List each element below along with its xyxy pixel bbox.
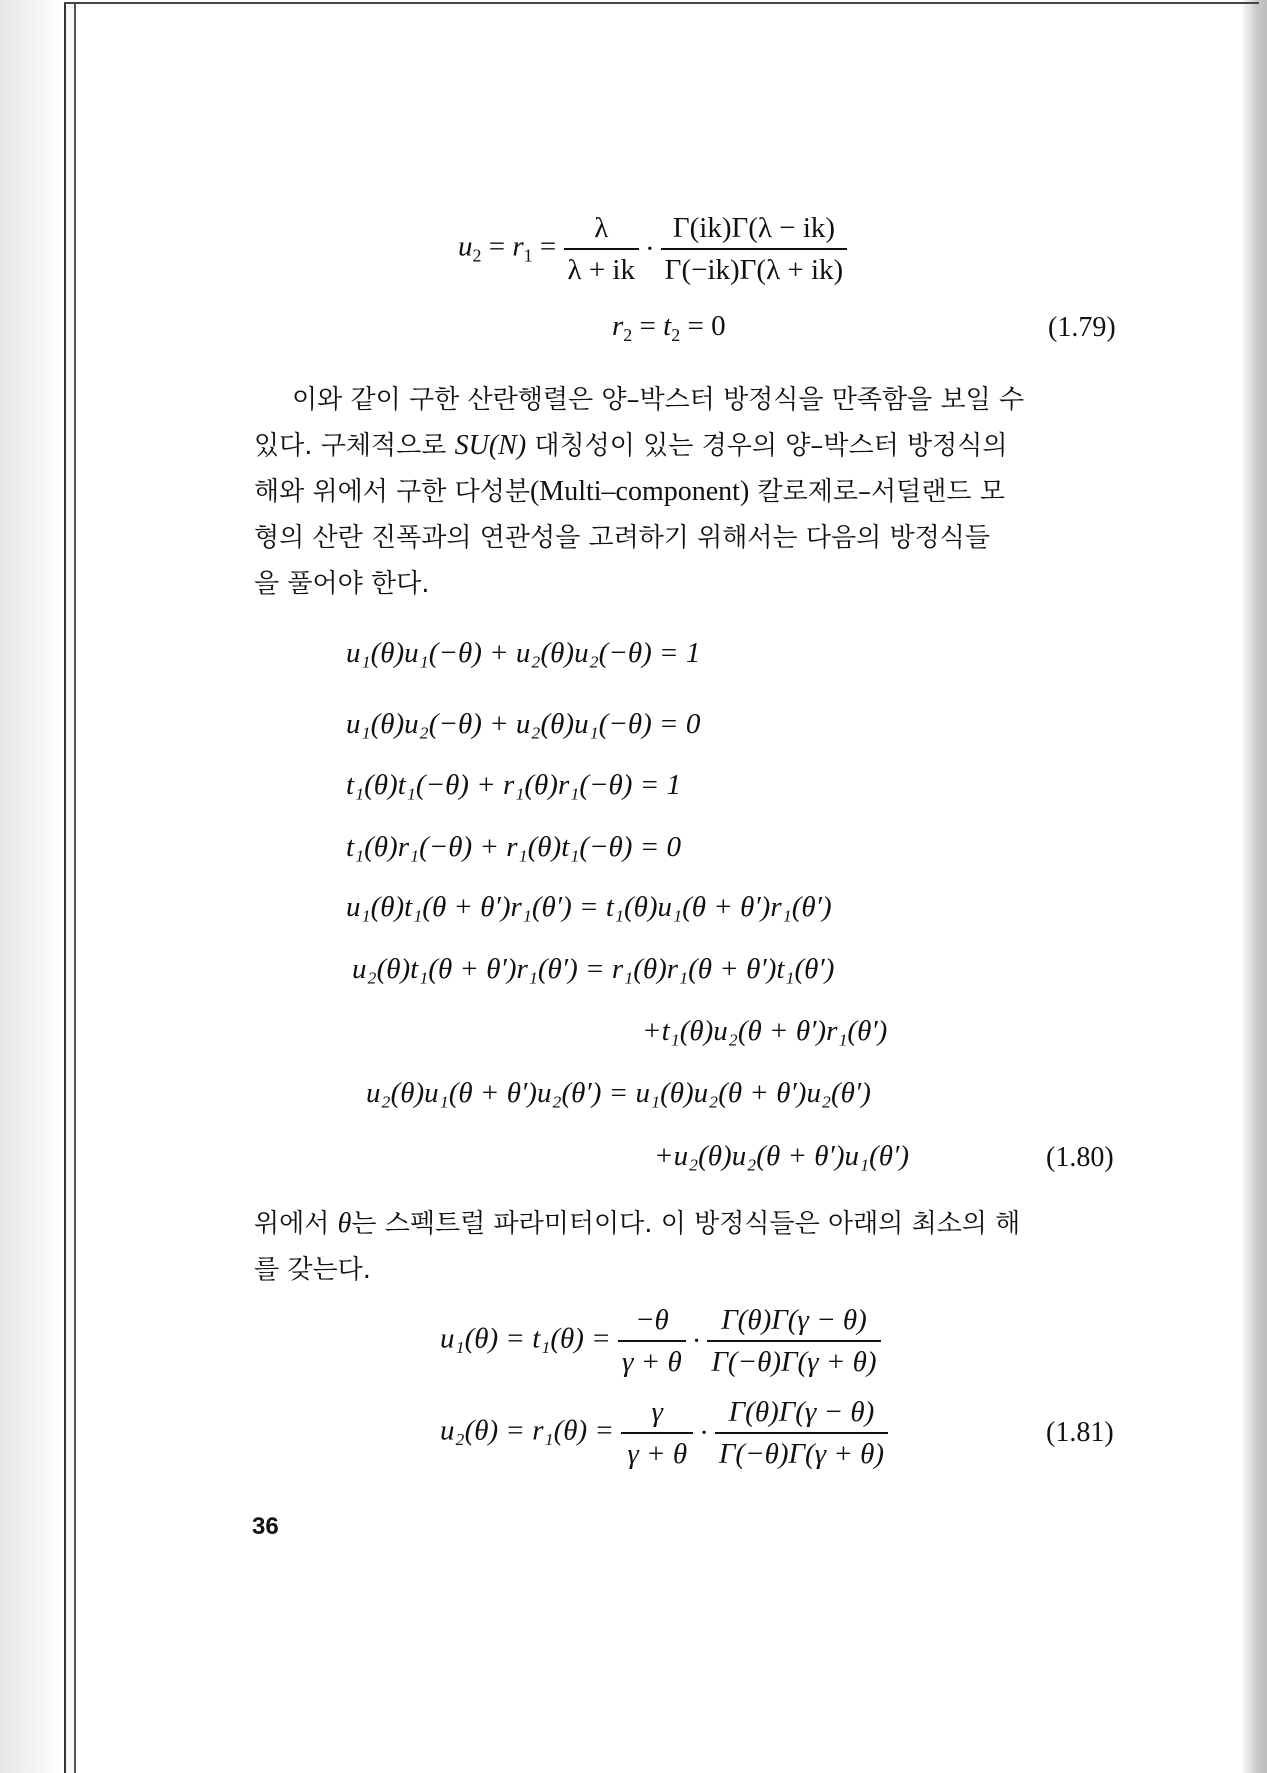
equation-number-1-80: (1.80) (1046, 1142, 1114, 1173)
fraction-gamma-ratio-theta-2: $\frac{\Gamma(\theta)\Gamma(\gamma - \theta)}{\Gamma(-\theta)\Gamma(\gamma + \theta)}$ (715, 1396, 888, 1470)
equation-1-80-line-1: u₁(θ)u₁(−θ) + u₂(θ)u₂(−θ) = 1 (346, 637, 701, 669)
paragraph-1-line-1: 이와 같이 구한 산란행렬은 양–박스터 방정식을 만족함을 보일 수 (292, 385, 1025, 415)
paragraph-1-line-3: 해와 위에서 구한 다성분(Multi–component) 칼로제로–서덜랜드 모 (254, 476, 1005, 507)
paragraph-2-line-1: 위에서 θ는 스펙트럴 파라미터이다. 이 방정식들은 아래의 최소의 해 (254, 1208, 1021, 1239)
paragraph-2-line-2: 를 갖는다. (254, 1255, 371, 1285)
paragraph-1-line-4: 형의 산란 진폭과의 연관성을 고려하기 위해서는 다음의 방정식들 (254, 523, 990, 553)
page-number: 36 (252, 1513, 279, 1540)
equation-1-80-line-9: +u₂(θ)u₂(θ + θ′)u₁(θ′) (654, 1140, 909, 1172)
page-top-border (64, 2, 1259, 4)
equation-1-80-line-6: u₂(θ)t₁(θ + θ′)r₁(θ′) = r₁(θ)r₁(θ + θ′)t₁(θ′) (352, 953, 835, 985)
equation-number-1-79: (1.79) (1048, 312, 1116, 343)
page-spine-border (64, 4, 76, 1773)
equation-1-79-line-1: $u_2 = r_1$ = $\frac{\lambda}{\lambda + ik}$ · $\frac{\Gamma(ik)\Gamma(\lambda - ik)}{\Gamma(-ik)\Gamma(\lambda + ik)}$ (458, 212, 847, 286)
equation-1-80-line-3: t₁(θ)t₁(−θ) + r₁(θ)r₁(−θ) = 1 (346, 769, 682, 801)
equation-1-79-line-2: $r_2 = t_2 = 0$ (612, 310, 726, 345)
paragraph-1-line-5: 을 풀어야 한다. (254, 569, 430, 599)
fraction-gamma-ratio-theta-1: $\frac{\Gamma(\theta)\Gamma(\gamma - \theta)}{\Gamma(-\theta)\Gamma(\gamma + \theta)}$ (707, 1304, 880, 1378)
fraction-gamma-over-gamma-plus-theta: $\frac{\gamma}{\gamma + \theta}$ (621, 1396, 693, 1470)
fraction-minus-theta-over-gamma-plus-theta: $\frac{-\theta}{\gamma + \theta}$ (618, 1304, 686, 1378)
equation-1-80-line-4: t₁(θ)r₁(−θ) + r₁(θ)t₁(−θ) = 0 (346, 831, 682, 863)
paragraph-1-line-2: 있다. 구체적으로 SU(N) 대칭성이 있는 경우의 양–박스터 방정식의 (254, 430, 1008, 461)
equation-1-80-line-8: u₂(θ)u₁(θ + θ′)u₂(θ′) = u₁(θ)u₂(θ + θ′)u₂(θ′) (366, 1077, 871, 1109)
page-edge-shadow-left (0, 0, 64, 1773)
fraction-gamma-ratio-ik: $\frac{\Gamma(ik)\Gamma(\lambda - ik)}{\Gamma(-ik)\Gamma(\lambda + ik)}$ (661, 212, 848, 286)
equation-1-80-line-5: u₁(θ)t₁(θ + θ′)r₁(θ′) = t₁(θ)u₁(θ + θ′)r₁(θ′) (346, 891, 832, 923)
page-edge-shadow-right (1241, 0, 1267, 1773)
equation-1-81-line-1: u₁(θ) = t₁(θ) = $\frac{-\theta}{\gamma + \theta}$ · $\frac{\Gamma(\theta)\Gamma(\gamma - \theta)}{\Gamma(-\theta)\Gamma(\gamma + \theta)}$ (440, 1304, 881, 1378)
equation-1-80-line-2: u₁(θ)u₂(−θ) + u₂(θ)u₁(−θ) = 0 (346, 708, 701, 740)
fraction-lambda-over-lambda-plus-ik: $\frac{\lambda}{\lambda + ik}$ (564, 212, 639, 286)
equation-number-1-81: (1.81) (1046, 1417, 1114, 1448)
equation-1-80-line-7: +t₁(θ)u₂(θ + θ′)r₁(θ′) (642, 1015, 888, 1047)
equation-1-81-line-2: u₂(θ) = r₁(θ) = $\frac{\gamma}{\gamma + \theta}$ · $\frac{\Gamma(\theta)\Gamma(\gamma - \theta)}{\Gamma(-\theta)\Gamma(\gamma + \theta)}$ (440, 1396, 888, 1470)
